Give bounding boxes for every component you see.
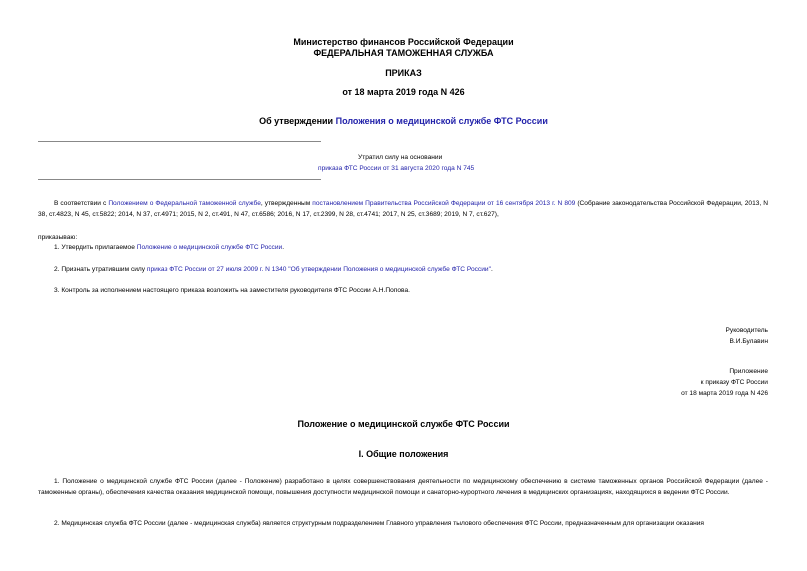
ministry-title: Министерство финансов Российской Федерации (293, 37, 514, 47)
item-2 (54, 266, 493, 273)
notice-link[interactable]: приказа ФТС России от 31 августа 2020 года N 745 (318, 165, 475, 172)
item-1-link[interactable]: Положение о медицинской службе ФТС России (136, 244, 283, 251)
item-2-end: . (490, 266, 493, 273)
item-1-text: 1. Утвердить прилагаемое (54, 244, 137, 251)
item-2-link[interactable]: приказ ФТС России от 27 июля 2009 г. N 1340 "Об утверждении Положения о медицинской службе ФТС России" (146, 266, 491, 273)
divider-top (38, 141, 321, 142)
preamble (38, 199, 768, 220)
item-1 (54, 244, 284, 251)
preamble-text-3: (Собрание законодательства Российской Федерации, 2013, N 38, ст.4823, N 45, ст.5822; 2014, N 37, ст.4971; 2015, N 2, ст.491, N 47, ст.6586; 2016, N 17, ст.2399, N 28, ст.4741; 2017, N 25, ст.3689; 2019, N 7, ст.627), (38, 200, 769, 218)
doc-title (0, 116, 807, 126)
preamble-text-1: В соответствии с (54, 200, 109, 207)
divider-bottom (38, 179, 321, 180)
appendix-line-1: Приложение (729, 368, 768, 375)
service-title: ФЕДЕРАЛЬНАЯ ТАМОЖЕННАЯ СЛУЖБА (313, 48, 494, 58)
doc-date-number: от 18 марта 2019 года N 426 (342, 87, 465, 97)
doc-title-prefix: Об утверждении (259, 116, 336, 126)
notice-line: Утратил силу на основании (358, 154, 443, 161)
signature-name: В.И.Булавин (729, 338, 768, 345)
doc-type: ПРИКАЗ (385, 68, 422, 78)
item-2-text: 2. Признать утратившим силу (54, 266, 147, 273)
preamble-link-1[interactable]: Положением о Федеральной таможенной службе (108, 200, 261, 207)
doc-title-link[interactable]: Положения о медицинской службе ФТС России (335, 116, 548, 126)
order-word: приказываю: (38, 234, 78, 241)
item-1-end: . (282, 244, 285, 251)
preamble-text-2: , утвержденным (260, 200, 313, 207)
regulation-para-1: 1. Положение о медицинской службе ФТС России (далее - Положение) разработано в целях совершенствования деятельности по медицинскому обеспечению в системе таможенных органов Российской Федерации (далее - таможенные органы), обеспечения качества оказания медицинской помощи, повышения доступности медицинской помощи и санаторно-курортного лечения в медицинских организациях, находящихся в ведении ФТС России. (38, 478, 768, 496)
regulation-title: Положение о медицинской службе ФТС России (297, 419, 510, 429)
preamble-link-2[interactable]: постановлением Правительства Российской Федерации от 16 сентября 2013 г. N 809 (312, 200, 576, 207)
appendix-line-2: к приказу ФТС России (700, 379, 768, 386)
item-3: 3. Контроль за исполнением настоящего приказа возложить на заместителя руководителя ФТС России А.Н.Попова. (54, 287, 410, 294)
regulation-para-2: 2. Медицинская служба ФТС России (далее - медицинская служба) является структурным подразделением Главного управления тылового обеспечения ФТС России, предназначенным для организации оказания (54, 520, 705, 527)
section-title: I. Общие положения (358, 449, 449, 459)
signature-role: Руководитель (725, 327, 768, 334)
appendix-line-3: от 18 марта 2019 года N 426 (681, 390, 768, 397)
